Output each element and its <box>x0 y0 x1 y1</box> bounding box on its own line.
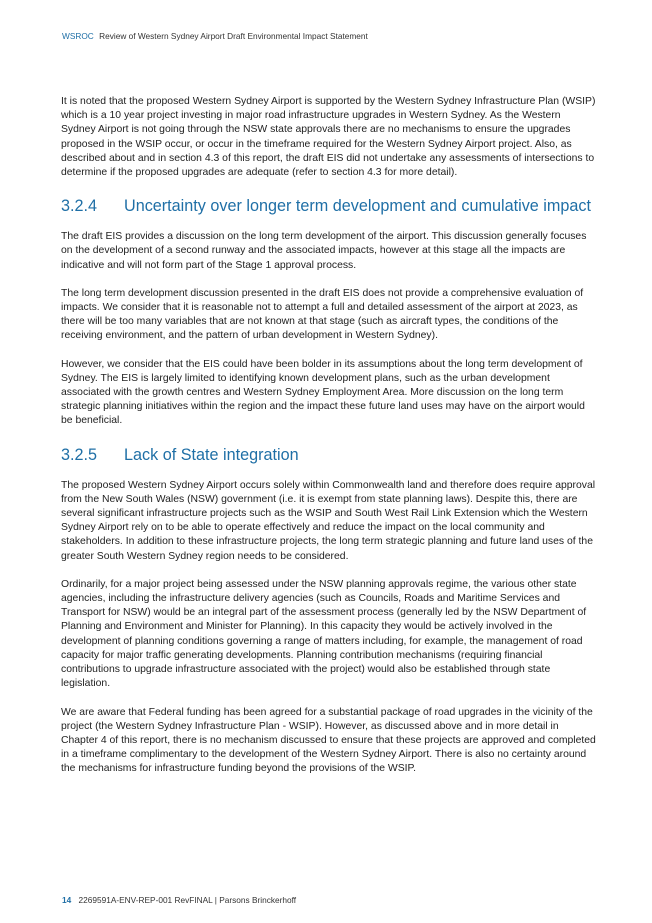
document-reference: 2269591A-ENV-REP-001 RevFINAL | Parsons Brinckerhoff <box>78 895 297 905</box>
header-title: Review of Western Sydney Airport Draft Environmental Impact Statement <box>99 31 368 41</box>
intro-paragraph: It is noted that the proposed Western Sydney Airport is supported by the Western Sydney Infrastructure Plan (WSIP) which is a 10 year project investing in major road infrastructure upgrades in Western Sydney. As the Western Sydney Airport is not going through the NSW state approvals there are no mechanisms to ensure the upgrades proposed in the WSIP occur, or occur in the timeframe required for the Western Sydney Airport project. Also, as described about and in section 4.3 of this report, the draft EIS did not undertake any assessments of intersections to determine if the proposed upgrades are adequate (refer to section 4.3 for more detail). <box>61 96 596 179</box>
paragraph: The draft EIS provides a discussion on the long term development of the airport. This discussion generally focuses on the development of a second runway and the associated impacts, however at this stage all the impacts are indicative and will not form part of the Stage 1 approval process. <box>61 231 587 271</box>
section-heading-3-2-5 <box>61 445 596 465</box>
section-number: 3.2.5 <box>61 445 98 464</box>
section-number: 3.2.4 <box>61 197 98 216</box>
paragraph: Ordinarily, for a major project being assessed under the NSW planning approvals regime, the various other state agencies, including the infrastructure delivery agencies (such as Councils, Roads and Maritime Services and Transport for NSW) would be an integral part of the assessment process (generally led by the NSW Department of Planning and Environment and Minister for Planning). In this capacity they would be actively involved in the development of planning conditions governing a range of matters including, for example, the management of road capacity for major traffic generating developments. Planning contribution mechanisms (requiring financial contributions to upgrade infrastructure associated with the project) would also be established through state legislation. <box>61 578 587 690</box>
document-body <box>61 95 596 777</box>
paragraph: We are aware that Federal funding has been agreed for a substantial package of road upgrades in the vicinity of the project (the Western Sydney Infrastructure Plan - WSIP). However, as discussed above and in more detail in Chapter 4 of this report, there is no mechanism discussed to ensure that these projects are approved and completed in a timeframe complimentary to the development of the Western Sydney Airport. There is also no certainty around the mechanisms for infrastructure funding beyond the provisions of the WSIP. <box>61 706 596 775</box>
header-org: WSROC <box>62 31 94 41</box>
section-title: Lack of State integration <box>124 445 299 464</box>
section-heading-3-2-4 <box>61 196 596 216</box>
page-footer <box>62 895 296 905</box>
paragraph: The long term development discussion presented in the draft EIS does not provide a comprehensive evaluation of impacts. We consider that it is reasonable not to attempt a full and detailed assessment of the airport at 2023, as there will be too many variables that are not known at that stage (such as aircraft types, the conditions of the receiving environment, and the pattern of urban development in Western Sydney). <box>61 287 584 342</box>
page-number: 14 <box>62 895 72 905</box>
running-header <box>62 31 368 41</box>
section-title: Uncertainty over longer term development and cumulative impact <box>124 197 591 216</box>
paragraph: However, we consider that the EIS could have been bolder in its assumptions about the long term development of Sydney. The EIS is largely limited to identifying known development plans, such as the urban development associated with the growth centres and Western Sydney Employment Area. More discussion on the long term strategic planning initiatives within the region and the impact these future land uses may have on the airport would be beneficial. <box>61 358 585 427</box>
paragraph: The proposed Western Sydney Airport occurs solely within Commonwealth land and therefore does require approval from the New South Wales (NSW) government (i.e. it is exempt from state planning laws). Despite this, there are several significant infrastructure projects such as the WSIP and South West Rail Link Extension which the Western Sydney Airport rely on to be able to operate effectively and reduce the impact on the local community and stakeholders. In addition to these infrastructure projects, the long term strategic planning and future land uses of the greater South Western Sydney region needs to be considered. <box>61 479 596 562</box>
